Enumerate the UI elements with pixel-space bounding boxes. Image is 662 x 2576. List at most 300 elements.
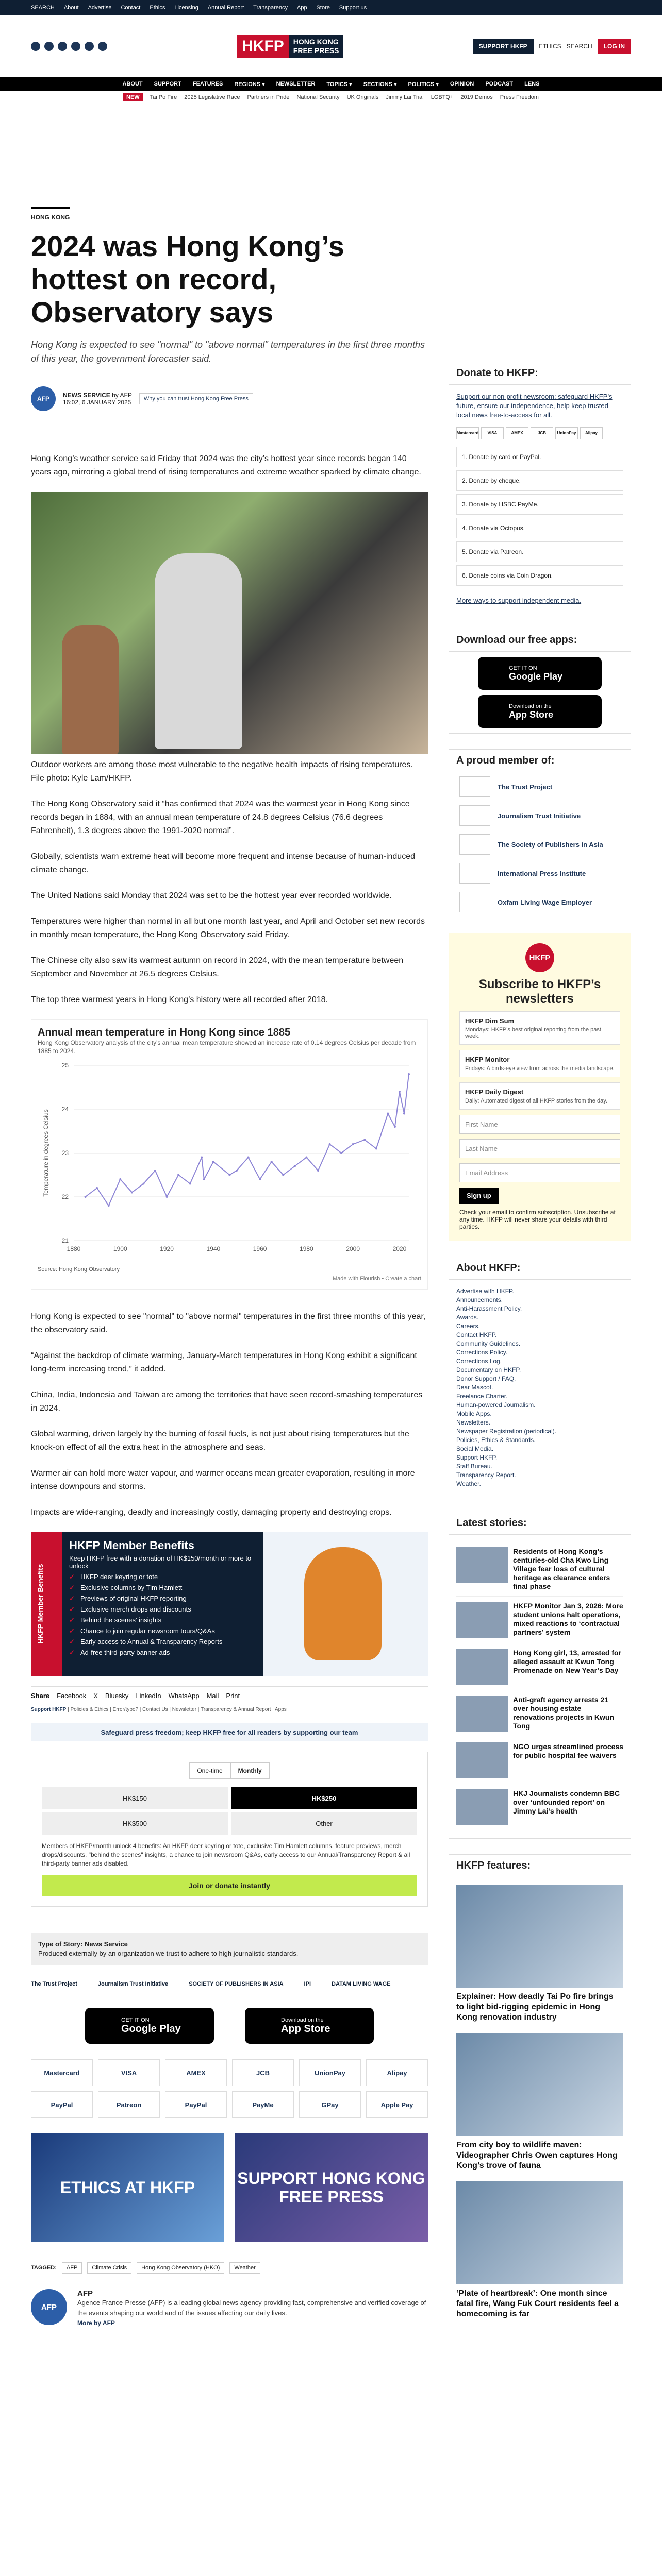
join-button[interactable]: Join or donate instantly — [42, 1875, 417, 1896]
tag-chip[interactable]: AFP — [62, 2262, 82, 2274]
more-by-author[interactable]: More by AFP — [77, 2319, 115, 2327]
payment-logo[interactable]: PayPal — [31, 2091, 93, 2118]
story-title[interactable]: NGO urges streamlined process for public hospital fee waivers — [513, 1742, 623, 1759]
share-bluesky[interactable]: Bluesky — [105, 1692, 129, 1700]
feature-image — [456, 1885, 623, 1988]
about-link[interactable]: Community Guidelines. — [456, 1340, 521, 1347]
story-thumbnail — [456, 1742, 508, 1778]
benefit-item: ✓ Chance to join regular newsroom tours/Q&As — [69, 1627, 256, 1635]
trust-link[interactable]: Why you can trust Hong Kong Free Press — [139, 393, 253, 404]
newsletter-logo: HKFP — [525, 943, 554, 972]
nav-politics[interactable]: POLITICS ▾ — [408, 81, 439, 88]
payment-logo[interactable]: VISA — [98, 2059, 160, 2086]
newsletter-note: Check your email to confirm subscription. Unsubscribe at any time. HKFP will never share your details with third parties. — [459, 1209, 616, 1230]
support-link[interactable]: Support HKFP — [31, 1707, 67, 1713]
about-heading: About HKFP: — [449, 1257, 631, 1280]
data-point — [189, 1183, 191, 1185]
top-link-about[interactable]: About — [63, 5, 79, 11]
chart-source[interactable]: Source: Hong Kong Observatory — [38, 1266, 120, 1273]
benefit-item: ✓ Exclusive columns by Tim Hamlett — [69, 1584, 256, 1591]
youtube-icon[interactable] — [71, 42, 80, 51]
monthly-option[interactable]: Monthly — [230, 1762, 270, 1779]
y-tick-label: 21 — [61, 1237, 69, 1244]
feature-story[interactable] — [456, 2033, 623, 2181]
x-tick-label: 1880 — [67, 1245, 81, 1252]
about-link[interactable]: Staff Bureau. — [456, 1463, 492, 1470]
story-thumbnail — [456, 1649, 508, 1685]
top-link-ethics[interactable]: Ethics — [150, 5, 166, 11]
signup-button[interactable]: Sign up — [459, 1188, 499, 1204]
about-link[interactable]: Newspaper Registration (periodical). — [456, 1428, 557, 1435]
x-tick-label: 1920 — [160, 1245, 174, 1252]
about-link[interactable]: Mobile Apps. — [456, 1410, 492, 1417]
app-store-buttons — [31, 2008, 428, 2044]
x-tick-label: 2000 — [346, 1245, 360, 1252]
payment-logo[interactable]: GPay — [299, 2091, 361, 2118]
header-search[interactable]: SEARCH — [566, 42, 592, 50]
payment-methods — [31, 2059, 428, 2118]
video-row — [31, 2133, 428, 2242]
top-link-advertise[interactable]: Advertise — [88, 5, 112, 11]
data-point — [154, 1170, 156, 1172]
member-card — [449, 749, 631, 917]
data-point — [282, 1174, 284, 1176]
amount-option[interactable]: HK$150 — [42, 1787, 228, 1809]
member-logo[interactable] — [449, 859, 631, 888]
card-logo: Alipay — [580, 427, 603, 439]
card-logo: Mastercard — [456, 427, 479, 439]
author-bio: Agence France-Presse (AFP) is a leading global news agency providing fast, comprehensive and verified coverage of the events shaping our world and of the issues affecting our daily lives. — [77, 2299, 426, 2317]
y-tick-label: 24 — [61, 1106, 69, 1113]
article-footer-links — [31, 1707, 428, 1718]
article-kicker[interactable]: HONG KONG — [31, 207, 70, 221]
share-bar — [31, 1686, 428, 1700]
member-name: Journalism Trust Initiative — [498, 811, 581, 820]
latest-story[interactable] — [456, 1643, 623, 1690]
tag-link[interactable]: Partners in Pride — [247, 94, 290, 100]
deer-mascot-image — [263, 1532, 428, 1676]
nav-podcast[interactable]: PODCAST — [485, 81, 514, 87]
about-link[interactable]: Freelance Charter. — [456, 1393, 508, 1400]
latest-story[interactable] — [456, 1597, 623, 1643]
author-name[interactable]: AFP — [77, 2289, 93, 2298]
payment-logo[interactable]: Mastercard — [31, 2059, 93, 2086]
features-card — [449, 1854, 631, 2337]
top-link-licensing[interactable]: Licensing — [174, 5, 198, 11]
paragraph: The Hong Kong Observatory said it “has confirmed that 2024 was the warmest year in Hong Kong since records began in 1884, with an annual mean temperature of 24.8 degrees Celsius (76.6 degrees Fahrenheit), 1.3 degrees above the 1991-2020 normal”. — [31, 800, 410, 835]
article-body — [31, 452, 428, 1519]
temperature-chart — [31, 1019, 428, 1290]
trust-logo[interactable]: SOCIETY OF PUBLISHERS IN ASIA — [189, 1981, 284, 1987]
payment-logo[interactable]: Alipay — [366, 2059, 428, 2086]
amount-option[interactable]: HK$500 — [42, 1812, 228, 1835]
data-point — [259, 1178, 261, 1180]
tag-link[interactable]: Jimmy Lai Trial — [386, 94, 424, 100]
benefits-list — [62, 1532, 263, 1676]
member-name: International Press Institute — [498, 869, 586, 877]
data-point — [375, 1148, 377, 1150]
footer-links[interactable]: | Policies & Ethics | Error/typo? | Contact Us | Newsletter | Transparency & Annual Report | Apps — [68, 1707, 287, 1713]
app-store-button[interactable] — [245, 2008, 374, 2044]
share-x[interactable]: X — [93, 1692, 98, 1700]
latest-story[interactable] — [456, 1784, 623, 1831]
newsletter-desc: Fridays: A birds-eye view from across the media landscape. — [465, 1065, 615, 1072]
top-bar — [0, 0, 662, 15]
donation-form — [31, 1752, 428, 1907]
nav-features[interactable]: FEATURES — [192, 81, 223, 87]
about-link[interactable]: Contact HKFP. — [456, 1331, 497, 1338]
newsletter-name: HKFP Dim Sum — [465, 1017, 515, 1025]
data-point — [329, 1143, 331, 1145]
nav-sections[interactable]: SECTIONS ▾ — [363, 81, 397, 88]
about-link[interactable]: Careers. — [456, 1323, 481, 1330]
feature-story[interactable] — [456, 1885, 623, 2033]
data-point — [96, 1187, 98, 1189]
top-link-transparency[interactable]: Transparency — [253, 5, 288, 11]
deer-figure — [304, 1547, 382, 1660]
photo-caption: Outdoor workers are among those most vulnerable to the negative health impacts of rising temperatures. File photo: Kyle Lam/HKFP. — [31, 760, 413, 783]
about-link[interactable]: Awards. — [456, 1314, 479, 1321]
share-facebook[interactable]: Facebook — [57, 1692, 87, 1700]
login-button[interactable]: LOG IN — [598, 39, 631, 54]
x-tick-label: 1940 — [206, 1245, 221, 1252]
store-name: App Store — [509, 709, 554, 720]
member-name: Oxfam Living Wage Employer — [498, 898, 592, 906]
feature-title[interactable]: From city boy to wildlife maven: Videographer Chris Owen captures Hong Kong’s trove of fauna — [456, 2141, 618, 2170]
store-small: GET IT ON — [509, 665, 537, 671]
paragraph: The United Nations said Monday that 2024 was set to be the hottest year ever recorded worldwide. — [31, 891, 392, 900]
author-box — [31, 2289, 428, 2327]
story-title[interactable]: HKFP Monitor Jan 3, 2026: More student unions halt operations, mixed reactions to ‘contractual partners’ system — [513, 1602, 623, 1636]
donate-text[interactable]: Support our non-profit newsroom: safeguard HKFP’s future, ensure our independence, help keep trusted local news free-to-access for all. — [456, 393, 613, 419]
newsletter-name: HKFP Daily Digest — [465, 1088, 524, 1096]
google-play-button[interactable] — [85, 2008, 214, 2044]
site-header — [0, 15, 662, 77]
tagged-list — [31, 2262, 428, 2274]
frequency-toggle — [42, 1762, 417, 1779]
new-badge: NEW — [123, 93, 143, 101]
tag-link[interactable]: 2025 Legislative Race — [184, 94, 240, 100]
tag-link[interactable]: LGBTQ+ — [431, 94, 454, 100]
member-mark — [459, 863, 490, 884]
data-point — [177, 1174, 179, 1176]
y-tick-label: 23 — [61, 1149, 69, 1157]
about-link[interactable]: Transparency Report. — [456, 1471, 516, 1479]
data-point — [403, 1113, 405, 1115]
article-photo — [31, 492, 428, 754]
tag-link[interactable]: UK Originals — [346, 94, 379, 100]
member-mark — [459, 776, 490, 797]
card-logo: JCB — [531, 427, 553, 439]
byline — [31, 386, 428, 411]
feature-title[interactable]: Explainer: How deadly Tai Po fire brings to light bid-rigging epidemic in Hong Kong renovation industry — [456, 1992, 614, 2022]
tag-link[interactable]: Press Freedom — [500, 94, 539, 100]
x-icon[interactable] — [44, 42, 54, 51]
first-name-field[interactable]: First Name — [459, 1115, 620, 1134]
benefit-item: ✓ Exclusive merch drops and discounts — [69, 1605, 256, 1613]
payment-logo[interactable]: AMEX — [165, 2059, 227, 2086]
bluesky-icon[interactable] — [98, 42, 107, 51]
top-link-support[interactable]: Support us — [339, 5, 367, 11]
donate-option[interactable]: 3. Donate by HSBC PayMe. — [456, 494, 623, 515]
app-store-button[interactable] — [478, 695, 602, 728]
nav-opinion[interactable]: OPINION — [450, 81, 474, 87]
page-body — [0, 104, 662, 2353]
support-button[interactable]: SUPPORT HKFP — [473, 39, 534, 54]
payment-logo[interactable]: Apple Pay — [366, 2091, 428, 2118]
nav-support[interactable]: SUPPORT — [154, 81, 181, 87]
data-point — [228, 1174, 230, 1176]
hkfp-logo[interactable] — [114, 35, 466, 58]
benefit-item: ✓ Ad-free third-party banner ads — [69, 1649, 256, 1656]
tag-link[interactable]: Tai Po Fire — [150, 94, 177, 100]
top-link-store[interactable]: Store — [316, 5, 330, 11]
benefit-item: ✓ Early access to Annual & Transparency Reports — [69, 1638, 256, 1646]
author-avatar-large[interactable]: AFP — [31, 2289, 67, 2325]
about-link[interactable]: Documentary on HKFP. — [456, 1366, 521, 1374]
data-point — [271, 1161, 273, 1163]
byline-label: NEWS SERVICE — [63, 392, 110, 399]
data-point — [399, 1091, 401, 1093]
data-point — [119, 1178, 121, 1180]
story-type-box — [31, 1933, 428, 1965]
data-point — [305, 1157, 307, 1159]
trending-tags — [0, 91, 662, 104]
data-point — [387, 1113, 389, 1115]
payment-logo[interactable]: PayPal — [165, 2091, 227, 2118]
amount-option[interactable]: Other — [231, 1812, 417, 1835]
data-point — [166, 1196, 168, 1198]
nav-topics[interactable]: TOPICS ▾ — [326, 81, 352, 88]
last-name-field[interactable]: Last Name — [459, 1139, 620, 1158]
logo-text-2: FREE PRESS — [293, 46, 339, 55]
about-link[interactable]: Weather. — [456, 1480, 481, 1487]
more-ways-link[interactable]: More ways to support independent media. — [456, 597, 582, 604]
data-point — [203, 1178, 205, 1180]
logo-mark: HKFP — [237, 35, 289, 58]
nav-newsletter[interactable]: NEWSLETTER — [276, 81, 316, 87]
article — [31, 104, 428, 2353]
tag-chip[interactable]: Hong Kong Observatory (HKO) — [137, 2262, 224, 2274]
about-link[interactable]: Dear Mascot. — [456, 1384, 493, 1391]
about-link[interactable]: Anti-Harassment Policy. — [456, 1305, 522, 1312]
donate-option[interactable]: 2. Donate by cheque. — [456, 470, 623, 491]
card-logo: UnionPay — [555, 427, 578, 439]
tag-chip[interactable]: Weather — [229, 2262, 260, 2274]
email-field[interactable]: Email Address — [459, 1163, 620, 1182]
benefit-item: ✓ Previews of original HKFP reporting — [69, 1595, 256, 1602]
newsletter-title: Subscribe to HKFP’s newsletters — [478, 977, 601, 1006]
store-small: Download on the — [281, 2016, 324, 2023]
amount-option-selected[interactable]: HK$250 — [231, 1787, 417, 1809]
latest-story[interactable] — [456, 1542, 623, 1597]
trust-logo[interactable]: DATAM LIVING WAGE — [332, 1981, 391, 1987]
paragraph: Hong Kong is expected to see "normal" to "above normal" temperatures in the first three months of this year, the observatory said. — [31, 1312, 426, 1334]
story-thumbnail — [456, 1696, 508, 1732]
store-name: App Store — [281, 2023, 330, 2035]
feature-title[interactable]: ‘Plate of heartbreak’: One month since fatal fire, Wang Fuk Court residents feel a homecoming is far — [456, 2289, 619, 2318]
x-tick-label: 1960 — [253, 1245, 267, 1252]
about-link[interactable]: Announcements. — [456, 1296, 503, 1303]
paragraph: Warmer air can hold more water vapour, and warmer oceans mean greater evaporation, resulting in more intense downpours and storms. — [31, 1469, 415, 1491]
donate-option[interactable]: 6. Donate coins via Coin Dragon. — [456, 565, 623, 586]
latest-story[interactable] — [456, 1690, 623, 1737]
banner-stripe: HKFP Member Benefits — [31, 1532, 62, 1676]
data-point — [352, 1143, 354, 1145]
story-thumbnail — [456, 1547, 508, 1583]
story-title[interactable]: Hong Kong girl, 13, arrested for alleged assault at Kwun Tong Promenade on New Year’s Day — [513, 1649, 622, 1674]
donate-banner[interactable]: Safeguard press freedom; keep HKFP free for all readers by supporting our team — [31, 1723, 428, 1741]
tag-link[interactable]: 2019 Demos — [460, 94, 493, 100]
about-list — [449, 1280, 631, 1496]
chart-svg[interactable] — [38, 1055, 419, 1261]
payment-logo[interactable]: JCB — [232, 2059, 294, 2086]
share-whatsapp[interactable]: WhatsApp — [168, 1692, 200, 1700]
newsletter-card — [449, 933, 631, 1241]
ethics-link[interactable]: ETHICS — [538, 42, 561, 50]
paragraph: Global warming, driven largely by the burning of fossil fuels, is not just about rising temperatures but the knock-on effect of all the extra heat in the atmosphere and seas. — [31, 1430, 409, 1452]
payment-logo[interactable]: UnionPay — [299, 2059, 361, 2086]
ethics-video[interactable]: ETHICS AT HKFP — [31, 2133, 224, 2242]
top-link-contact[interactable]: Contact — [121, 5, 141, 11]
about-link[interactable]: Policies, Ethics & Standards. — [456, 1436, 536, 1444]
linkedin-icon[interactable] — [85, 42, 94, 51]
member-logo[interactable] — [449, 801, 631, 830]
about-card — [449, 1257, 631, 1496]
member-mark — [459, 834, 490, 855]
donate-option[interactable]: 4. Donate via Octopus. — [456, 518, 623, 538]
about-link[interactable]: Support HKFP. — [456, 1454, 498, 1461]
nav-about[interactable]: ABOUT — [122, 81, 143, 87]
instagram-icon[interactable] — [58, 42, 67, 51]
nav-regions[interactable]: REGIONS ▾ — [234, 81, 265, 88]
apps-heading: Download our free apps: — [449, 629, 631, 652]
feature-story[interactable] — [456, 2181, 623, 2330]
features-heading: HKFP features: — [449, 1855, 631, 1877]
features-list — [449, 1877, 631, 2337]
byline-author[interactable]: by AFP — [112, 392, 132, 399]
member-heading: A proud member of: — [449, 750, 631, 772]
chart-credit[interactable]: Made with Flourish • Create a chart — [333, 1276, 421, 1282]
about-link[interactable]: Advertise with HKFP. — [456, 1287, 514, 1295]
member-logo[interactable] — [449, 772, 631, 801]
top-link-annual-report[interactable]: Annual Report — [207, 5, 244, 11]
article-date: 16:02, 6 JANUARY 2025 — [63, 399, 131, 406]
data-point — [408, 1073, 410, 1075]
paragraph: Temperatures were higher than normal in all but one month last year, and April and October set new records in monthly mean temperature, the Hong Kong Observatory said Friday. — [31, 917, 425, 939]
newsletter-option[interactable] — [459, 1011, 620, 1045]
story-thumbnail — [456, 1789, 508, 1825]
about-link[interactable]: Corrections Policy. — [456, 1349, 508, 1356]
data-point — [108, 1205, 110, 1207]
share-linkedin[interactable]: LinkedIn — [136, 1692, 161, 1700]
about-link[interactable]: Newsletters. — [456, 1419, 491, 1426]
tag-link[interactable]: National Security — [296, 94, 340, 100]
about-link[interactable]: Donor Support / FAQ. — [456, 1375, 516, 1382]
x-tick-label: 1980 — [300, 1245, 313, 1252]
paragraph: The top three warmest years in Hong Kong’s history were all recorded after 2018. — [31, 995, 328, 1004]
article-standfirst: Hong Kong is expected to see "normal" to "above normal" temperatures in the first three months of this year, the government forecaster said. — [31, 340, 425, 364]
search-link[interactable]: SEARCH — [31, 5, 55, 11]
social-icons — [31, 42, 107, 51]
google-play-button[interactable] — [478, 657, 602, 690]
share-print[interactable]: Print — [226, 1692, 240, 1700]
member-benefits-banner[interactable] — [31, 1532, 428, 1676]
y-axis-label: Temperature in degrees Celsius — [42, 1109, 49, 1197]
share-mail[interactable]: Mail — [206, 1692, 219, 1700]
top-link-app[interactable]: App — [297, 5, 307, 11]
payment-cards — [456, 427, 623, 439]
story-title[interactable]: HKJ Journalists condemn BBC over ‘unfounded report’ on Jimmy Lai’s health — [513, 1789, 620, 1815]
support-video[interactable]: SUPPORT HONG KONG FREE PRESS — [235, 2133, 428, 2242]
paragraph: China, India, Indonesia and Taiwan are among the territories that have seen record-smashing temperatures in 2024. — [31, 1391, 423, 1413]
about-link[interactable]: Human-powered Journalism. — [456, 1401, 536, 1409]
data-point — [340, 1152, 342, 1154]
data-point — [212, 1161, 214, 1163]
data-point — [201, 1157, 203, 1159]
newsletter-option[interactable] — [459, 1050, 620, 1077]
store-name: Google Play — [509, 671, 563, 682]
facebook-icon[interactable] — [31, 42, 40, 51]
tag-chip[interactable]: Climate Crisis — [87, 2262, 131, 2274]
one-time-option[interactable]: One-time — [189, 1762, 230, 1779]
member-logo[interactable] — [449, 830, 631, 859]
donation-note: Members of HKFP/month unlock 4 benefits: An HKFP deer keyring or tote, exclusive Tim Hamlett columns, feature previews, merch drops/discounts, "behind the scenes" insights, a chance to join newsroom Q&As, early access to our Annual/Transparency Report & all third-party banner ads disabled. — [42, 1842, 410, 1867]
latest-heading: Latest stories: — [449, 1512, 631, 1535]
apps-card — [449, 629, 631, 734]
data-point — [131, 1192, 133, 1194]
payment-logo[interactable]: Patreon — [98, 2091, 160, 2118]
about-link[interactable]: Social Media. — [456, 1445, 494, 1452]
newsletter-option[interactable] — [459, 1082, 620, 1110]
header-actions — [473, 39, 631, 54]
member-name: The Society of Publishers in Asia — [498, 840, 603, 849]
card-logo: AMEX — [506, 427, 528, 439]
member-logo[interactable] — [449, 888, 631, 917]
nav-lens[interactable]: LENS — [524, 81, 540, 87]
member-name: The Trust Project — [498, 783, 553, 791]
newsletter-name: HKFP Monitor — [465, 1056, 510, 1063]
newsletter-desc: Daily: Automated digest of all HKFP stories from the day. — [465, 1098, 607, 1104]
trust-logo[interactable]: Journalism Trust Initiative — [97, 1981, 169, 1987]
card-logo: VISA — [481, 427, 504, 439]
data-point — [317, 1170, 319, 1172]
member-mark — [459, 805, 490, 826]
story-title[interactable]: Anti-graft agency arrests 21 over housing estate renovations projects in Kwun Tong — [513, 1696, 615, 1730]
latest-list — [449, 1535, 631, 1838]
story-title[interactable]: Residents of Hong Kong’s centuries-old Cha Kwo Ling Village fear loss of cultural heritage as clearance enters final phase — [513, 1547, 610, 1590]
trust-logo[interactable]: The Trust Project — [31, 1981, 77, 1987]
donate-option[interactable]: 1. Donate by card or PayPal. — [456, 447, 623, 467]
store-name: Google Play — [121, 2023, 181, 2035]
benefit-item: ✓ Behind the scenes' insights — [69, 1616, 256, 1624]
about-link[interactable]: Corrections Log. — [456, 1358, 502, 1365]
trust-logo[interactable]: IPI — [304, 1981, 311, 1987]
data-point — [236, 1170, 238, 1172]
latest-card — [449, 1512, 631, 1839]
payment-logo[interactable]: PayMe — [232, 2091, 294, 2118]
benefit-item: ✓ HKFP deer keyring or tote — [69, 1573, 256, 1581]
tagged-label: TAGGED: — [31, 2265, 57, 2271]
latest-story[interactable] — [456, 1737, 623, 1784]
article-title: 2024 was Hong Kong’s hottest on record, Observatory says — [31, 230, 344, 328]
data-point — [247, 1157, 250, 1159]
paragraph: “Against the backdrop of climate warming, January-March temperatures in Hong Kong exhibit a significant long-term increasing trend,” it added. — [31, 1351, 417, 1374]
story-thumbnail — [456, 1602, 508, 1638]
donate-option[interactable]: 5. Donate via Patreon. — [456, 541, 623, 562]
author-avatar[interactable]: AFP — [31, 386, 56, 411]
data-point — [363, 1139, 366, 1141]
